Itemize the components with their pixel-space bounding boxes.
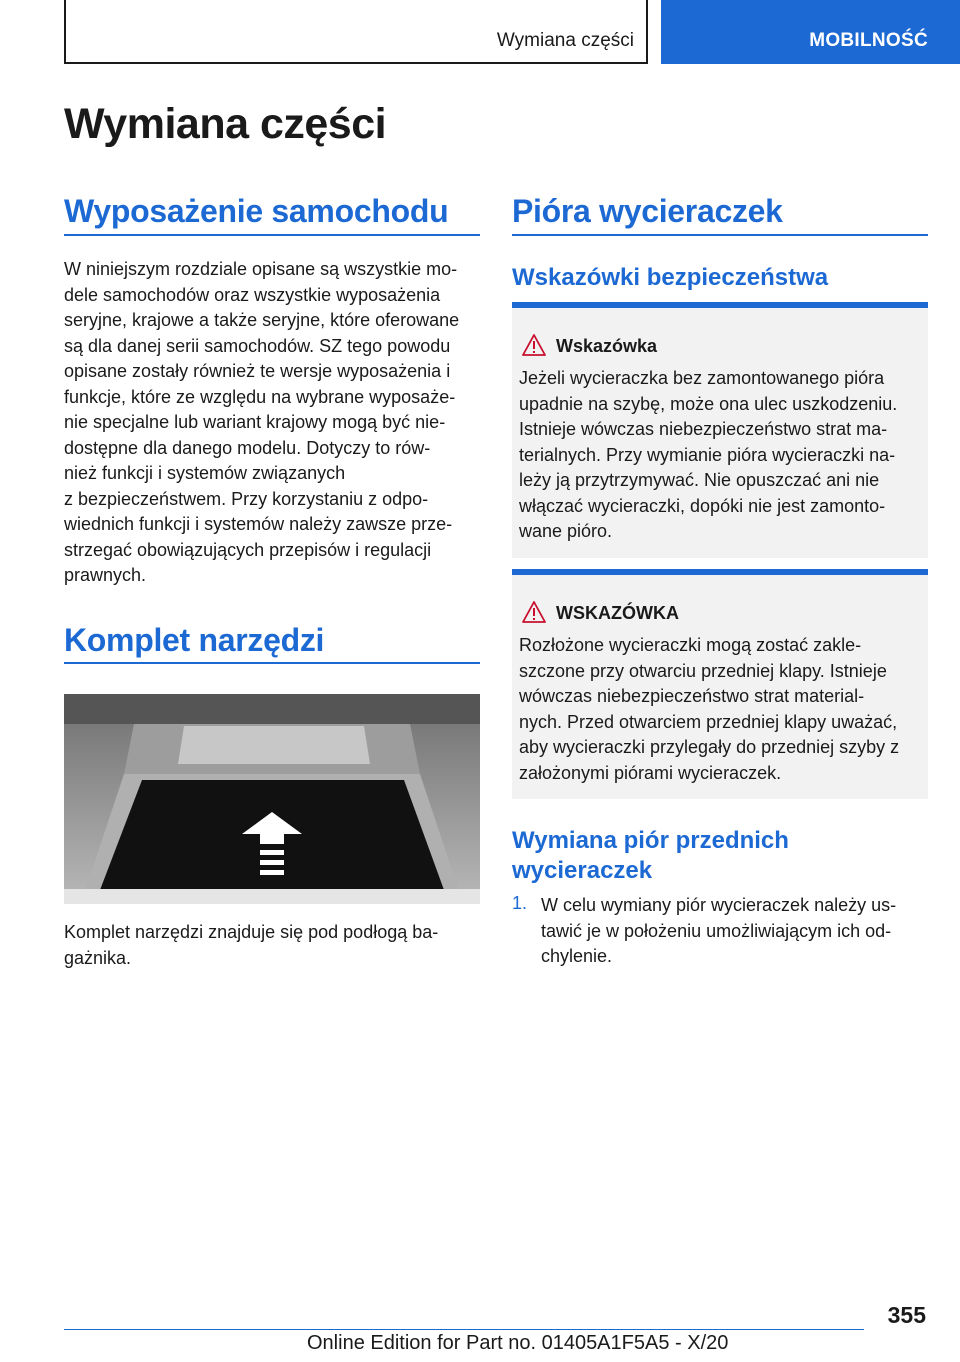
warning-triangle-icon (522, 601, 546, 623)
heading-rule (64, 662, 480, 664)
note-title: WSKAZÓWKA (556, 603, 679, 623)
note-title: Wskazówka (556, 336, 658, 356)
footer-rule (64, 1329, 864, 1330)
heading-piora-wycieraczek: Pióra wycieraczek (512, 193, 783, 229)
note-text: Jeżeli wycieraczka bez zamontowanego pióra upadnie na szybę, może ona ulec uszkodzeniu. Istnieje wówczas niebezpieczeństwo strat ma‐ terialnych. Przy wymianie pióra wycieraczki na‐ leży ją przytrzymywać. Nie opuszczać ani nie włączać wycieraczki, dopóki nie jest zamonto‐ wane pióro. (519, 368, 898, 541)
header-chapter-title: MOBILNOŚĆ (809, 30, 928, 51)
heading-wyposazenie: Wyposażenie samochodu (64, 193, 449, 229)
running-header-section (64, 0, 648, 64)
header-section-title: Wymiana części (496, 30, 634, 51)
page-title: Wymiana części (64, 100, 387, 148)
footer-edition-text: Online Edition for Part no. 01405A1F5A5 - X/20 (307, 1332, 729, 1354)
subheading-wymiana-piór: Wymiana piór przednich wycieraczek (512, 827, 789, 884)
step-text: W celu wymiany piór wycieraczek należy us‐ tawić je w położeniu umożliwiającym ich od‐ chylenie. (541, 895, 897, 966)
note-text: Rozłożone wycieraczki mogą zostać zakle‐ szczone przy otwarciu przedniej klapy. Istnieje wówczas niebezpieczeństwo strat material‐ nych. Przed otwarciem przedniej klapy uważać, aby wycieraczki przylegały do przedniej szyby z założonymi piórami wycieraczek. (519, 635, 900, 783)
subheading-wskazowki-bezpieczenstwa: Wskazówki bezpieczeństwa (512, 264, 829, 291)
heading-rule (64, 234, 480, 236)
paragraph-komplet-narzedzi: Komplet narzędzi znajduje się pod podłogą ba‐ gażnika. (64, 922, 439, 968)
trunk-illustration (64, 694, 480, 904)
paragraph-wyposazenie: W niniejszym rozdziale opisane są wszystkie mo‐ dele samochodów oraz wszystkie wyposażenia seryjne, krajowe a także seryjne, które oferowane są dla danej serii samochodów. SZ tego powodu opisane zostały również te wersje wyposażenia i funkcje, które ze względu na wybrane wyposaże‐ nie specjalne lub wariant krajowy mogą być nie‐ dostępne dla danego modelu. Dotyczy to rów‐ nież funkcji i systemów związanych z bezpieczeństwem. Przy korzystaniu z odpo‐ wiednich funkcji i systemów należy zawsze prze‐ strzegać obowiązujących przepisów i regulacji prawnych. (64, 259, 460, 585)
heading-rule (512, 234, 928, 236)
safety-note-2 (512, 569, 928, 799)
trunk-floor-image (64, 694, 480, 904)
page-number: 355 (887, 1302, 926, 1328)
running-header-chapter (661, 0, 960, 64)
safety-note-1 (512, 302, 928, 558)
step-number: 1. (512, 893, 528, 913)
heading-komplet-narzedzi: Komplet narzędzi (64, 622, 325, 658)
warning-triangle-icon (522, 334, 546, 356)
